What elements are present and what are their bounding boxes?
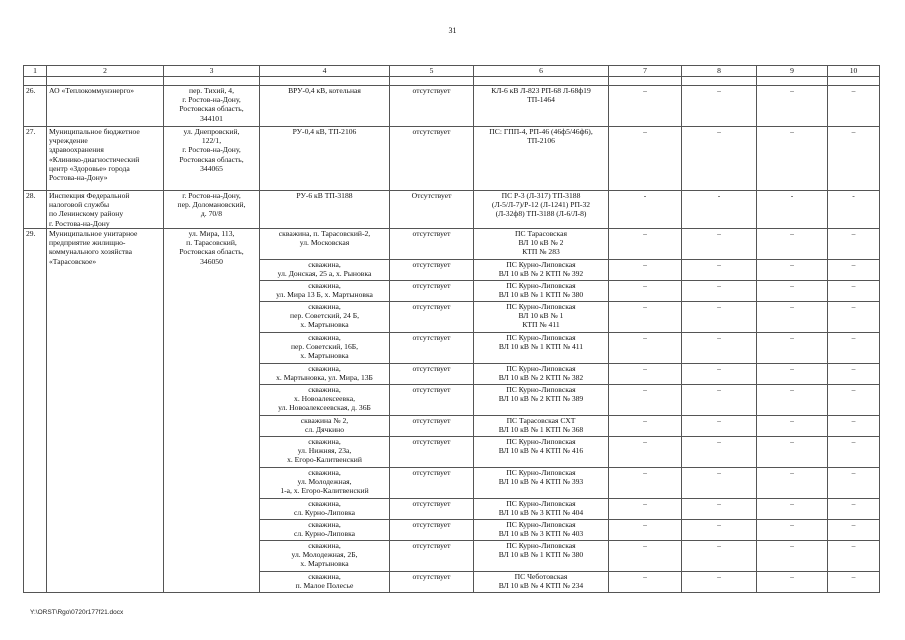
status-cell: отсутствует — [390, 437, 474, 468]
col10-cell: – — [828, 333, 880, 364]
object-cell: скважина, ул. Мира 13 Б, х. Мартыновка — [260, 281, 390, 302]
col10-cell: – — [828, 541, 880, 572]
col7-cell: – — [609, 437, 682, 468]
table-row — [24, 127, 880, 191]
source-cell: ПС Курно-Липовская ВЛ 10 кВ № 4 КТП № 393 — [474, 468, 609, 499]
col9-cell: – — [757, 229, 828, 260]
row-number-cell: 29. — [24, 229, 47, 593]
source-cell: ПС Курно-Липовская ВЛ 10 кВ № 1 КТП № 380 — [474, 541, 609, 572]
col7-cell: – — [609, 260, 682, 281]
object-cell: скважина, сл. Курно-Липовка — [260, 499, 390, 520]
col9-cell: – — [757, 416, 828, 437]
status-cell: отсутствует — [390, 520, 474, 541]
object-cell: скважина, п. Тарасовский-2, ул. Московская — [260, 229, 390, 260]
col8-cell: – — [682, 437, 757, 468]
object-cell: скважина, ул. Нижняя, 23а, х. Егоро-Калитвенский — [260, 437, 390, 468]
header-cell: 4 — [260, 66, 390, 77]
col10-cell: – — [828, 520, 880, 541]
col7-cell: – — [609, 364, 682, 385]
status-cell: отсутствует — [390, 229, 474, 260]
object-cell: скважина, пер. Советский, 24 Б, х. Мартыновка — [260, 302, 390, 333]
source-cell: ПС Курно-Липовская ВЛ 10 кВ № 1 КТП № 380 — [474, 281, 609, 302]
organization-cell: Инспекция Федеральной налоговой службы по Ленинскому району г. Ростова-на-Дону — [47, 191, 164, 229]
col7-cell: – — [609, 416, 682, 437]
col9-cell: – — [757, 541, 828, 572]
file-path-footer: Y:\ORST\Rgo\0720r177f21.docx — [30, 609, 124, 616]
col10-cell: – — [828, 86, 880, 127]
header-cell: 6 — [474, 66, 609, 77]
source-cell: КЛ-6 кВ Л-823 РП-68 Л-68ф19 ТП-1464 — [474, 86, 609, 127]
col10-cell: – — [828, 499, 880, 520]
source-cell: ПС Курно-Липовская ВЛ 10 кВ № 2 КТП № 389 — [474, 385, 609, 416]
header-cell: 1 — [24, 66, 47, 77]
col8-cell: – — [682, 416, 757, 437]
status-cell: отсутствует — [390, 302, 474, 333]
col8-cell: – — [682, 468, 757, 499]
col7-cell: – — [609, 520, 682, 541]
status-cell: отсутствует — [390, 86, 474, 127]
object-cell: скважина, пер. Советский, 16Б, х. Мартыновка — [260, 333, 390, 364]
col7-cell: – — [609, 499, 682, 520]
col10-cell: – — [828, 302, 880, 333]
organization-cell: Муниципальное бюджетное учреждение здравоохранения «Клинико-диагностический центр «Здоровье» города Ростова-на-Дону» — [47, 127, 164, 191]
col10-cell: – — [828, 260, 880, 281]
status-cell: отсутствует — [390, 499, 474, 520]
address-cell: ул. Мира, 113, п. Тарасовский, Ростовская область, 346050 — [164, 229, 260, 593]
col9-cell: – — [757, 385, 828, 416]
col7-cell: – — [609, 572, 682, 593]
organization-cell: Муниципальное унитарное предприятие жилищно- коммунального хозяйства «Тарасовское» — [47, 229, 164, 593]
col9-cell: – — [757, 364, 828, 385]
col7-cell: – — [609, 541, 682, 572]
col10-cell: – — [828, 281, 880, 302]
status-cell: отсутствует — [390, 572, 474, 593]
col7-cell: – — [609, 86, 682, 127]
header-cell: 10 — [828, 66, 880, 77]
col9-cell: – — [757, 86, 828, 127]
status-cell: отсутствует — [390, 281, 474, 302]
table-row — [24, 229, 880, 260]
status-cell: отсутствует — [390, 333, 474, 364]
col9-cell: – — [757, 333, 828, 364]
col7-cell: – — [609, 229, 682, 260]
page-number: 31 — [448, 26, 457, 35]
col9-cell: – — [757, 468, 828, 499]
status-cell: Отсутствует — [390, 191, 474, 229]
col9-cell: – — [757, 437, 828, 468]
col7-cell: – — [609, 127, 682, 191]
col8-cell: – — [682, 364, 757, 385]
source-cell: ПС Курно-Липовская ВЛ 10 кВ № 1 КТП № 411 — [474, 333, 609, 364]
col8-cell: – — [682, 260, 757, 281]
col8-cell: – — [682, 127, 757, 191]
col8-cell: – — [682, 333, 757, 364]
table-row — [24, 86, 880, 127]
col8-cell: – — [682, 541, 757, 572]
source-cell: ПС Тарасовская СХТ ВЛ 10 кВ № 1 КТП № 368 — [474, 416, 609, 437]
object-cell: ВРУ-0,4 кВ, котельная — [260, 86, 390, 127]
address-cell: пер. Тихий, 4, г. Ростов-на-Дону, Ростовская область, 344101 — [164, 86, 260, 127]
status-cell: отсутствует — [390, 364, 474, 385]
col9-cell: – — [757, 302, 828, 333]
header-cell: 7 — [609, 66, 682, 77]
col10-cell: – — [828, 468, 880, 499]
col8-cell: – — [682, 520, 757, 541]
row-number-cell: 28. — [24, 191, 47, 229]
source-cell: ПС: ГПП-4, РП-46 (46ф5/46ф6), ТП-2106 — [474, 127, 609, 191]
header-row — [24, 66, 880, 77]
col10-cell: – — [828, 416, 880, 437]
col8-cell: – — [682, 86, 757, 127]
object-cell: скважина, х. Мартыновка, ул. Мира, 13Б — [260, 364, 390, 385]
source-cell: ПС Тарасовская ВЛ 10 кВ № 2 КТП № 283 — [474, 229, 609, 260]
col9-cell: - — [757, 191, 828, 229]
address-cell: ул. Днепровский, 122/1, г. Ростов-на-Дону, Ростовская область, 344065 — [164, 127, 260, 191]
col7-cell: – — [609, 385, 682, 416]
col9-cell: – — [757, 520, 828, 541]
source-cell: ПС Р-3 (Л-317) ТП-3188 (Л-5/Л-7)/Р-12 (Л-1241) РП-32 (Л-32ф8) ТП-3188 (Л-6/Л-8) — [474, 191, 609, 229]
col8-cell: – — [682, 499, 757, 520]
header-cell: 5 — [390, 66, 474, 77]
row-number-cell: 27. — [24, 127, 47, 191]
object-cell: РУ-0,4 кВ, ТП-2106 — [260, 127, 390, 191]
source-cell: ПС Курно-Липовская ВЛ 10 кВ № 2 КТП № 392 — [474, 260, 609, 281]
col7-cell: – — [609, 333, 682, 364]
source-cell: ПС Курно-Липовская ВЛ 10 кВ № 2 КТП № 382 — [474, 364, 609, 385]
col10-cell: – — [828, 437, 880, 468]
col9-cell: – — [757, 281, 828, 302]
header-cell: 9 — [757, 66, 828, 77]
row-number-cell: 26. — [24, 86, 47, 127]
source-cell: ПС Чеботовская ВЛ 10 кВ № 4 КТП № 234 — [474, 572, 609, 593]
object-cell: скважина, х. Новоалексеевка, ул. Новоалексеевская, д. 36Б — [260, 385, 390, 416]
address-cell: г. Ростов-на-Дону, пер. Доломановский, д. 70/8 — [164, 191, 260, 229]
col7-cell: – — [609, 302, 682, 333]
data-table — [23, 65, 880, 593]
organization-cell: АО «Теплокоммунэнерго» — [47, 86, 164, 127]
object-cell: скважина, ул. Молодежная, 1-а, х. Егоро-Калитвенский — [260, 468, 390, 499]
col8-cell: – — [682, 385, 757, 416]
col8-cell: – — [682, 281, 757, 302]
col8-cell: - — [682, 191, 757, 229]
spacer-row — [24, 77, 880, 86]
status-cell: отсутствует — [390, 127, 474, 191]
col8-cell: – — [682, 572, 757, 593]
col9-cell: – — [757, 499, 828, 520]
col10-cell: – — [828, 229, 880, 260]
col8-cell: – — [682, 229, 757, 260]
object-cell: скважина, ул. Донская, 25 а, х. Рыновка — [260, 260, 390, 281]
col10-cell: – — [828, 572, 880, 593]
status-cell: отсутствует — [390, 260, 474, 281]
object-cell: скважина, сл. Курно-Липовка — [260, 520, 390, 541]
source-cell: ПС Курно-Липовская ВЛ 10 кВ № 3 КТП № 404 — [474, 499, 609, 520]
source-cell: ПС Курно-Липовская ВЛ 10 кВ № 1 КТП № 411 — [474, 302, 609, 333]
status-cell: отсутствует — [390, 541, 474, 572]
status-cell: отсутствует — [390, 468, 474, 499]
col8-cell: – — [682, 302, 757, 333]
status-cell: отсутствует — [390, 416, 474, 437]
col10-cell: – — [828, 385, 880, 416]
object-cell: РУ-6 кВ ТП-3188 — [260, 191, 390, 229]
col9-cell: – — [757, 572, 828, 593]
col7-cell: – — [609, 468, 682, 499]
table-body — [24, 66, 880, 593]
header-cell: 2 — [47, 66, 164, 77]
object-cell: скважина № 2, сл. Дячкино — [260, 416, 390, 437]
col10-cell: – — [828, 364, 880, 385]
source-cell: ПС Курно-Липовская ВЛ 10 кВ № 4 КТП № 416 — [474, 437, 609, 468]
object-cell: скважина, ул. Молодежная, 2Б, х. Мартыновка — [260, 541, 390, 572]
status-cell: отсутствует — [390, 385, 474, 416]
source-cell: ПС Курно-Липовская ВЛ 10 кВ № 3 КТП № 403 — [474, 520, 609, 541]
col9-cell: – — [757, 127, 828, 191]
col7-cell: - — [609, 191, 682, 229]
header-cell: 3 — [164, 66, 260, 77]
object-cell: скважина, п. Малое Полесье — [260, 572, 390, 593]
header-cell: 8 — [682, 66, 757, 77]
col7-cell: – — [609, 281, 682, 302]
table-row — [24, 191, 880, 229]
col10-cell: - — [828, 191, 880, 229]
col10-cell: – — [828, 127, 880, 191]
col9-cell: – — [757, 260, 828, 281]
